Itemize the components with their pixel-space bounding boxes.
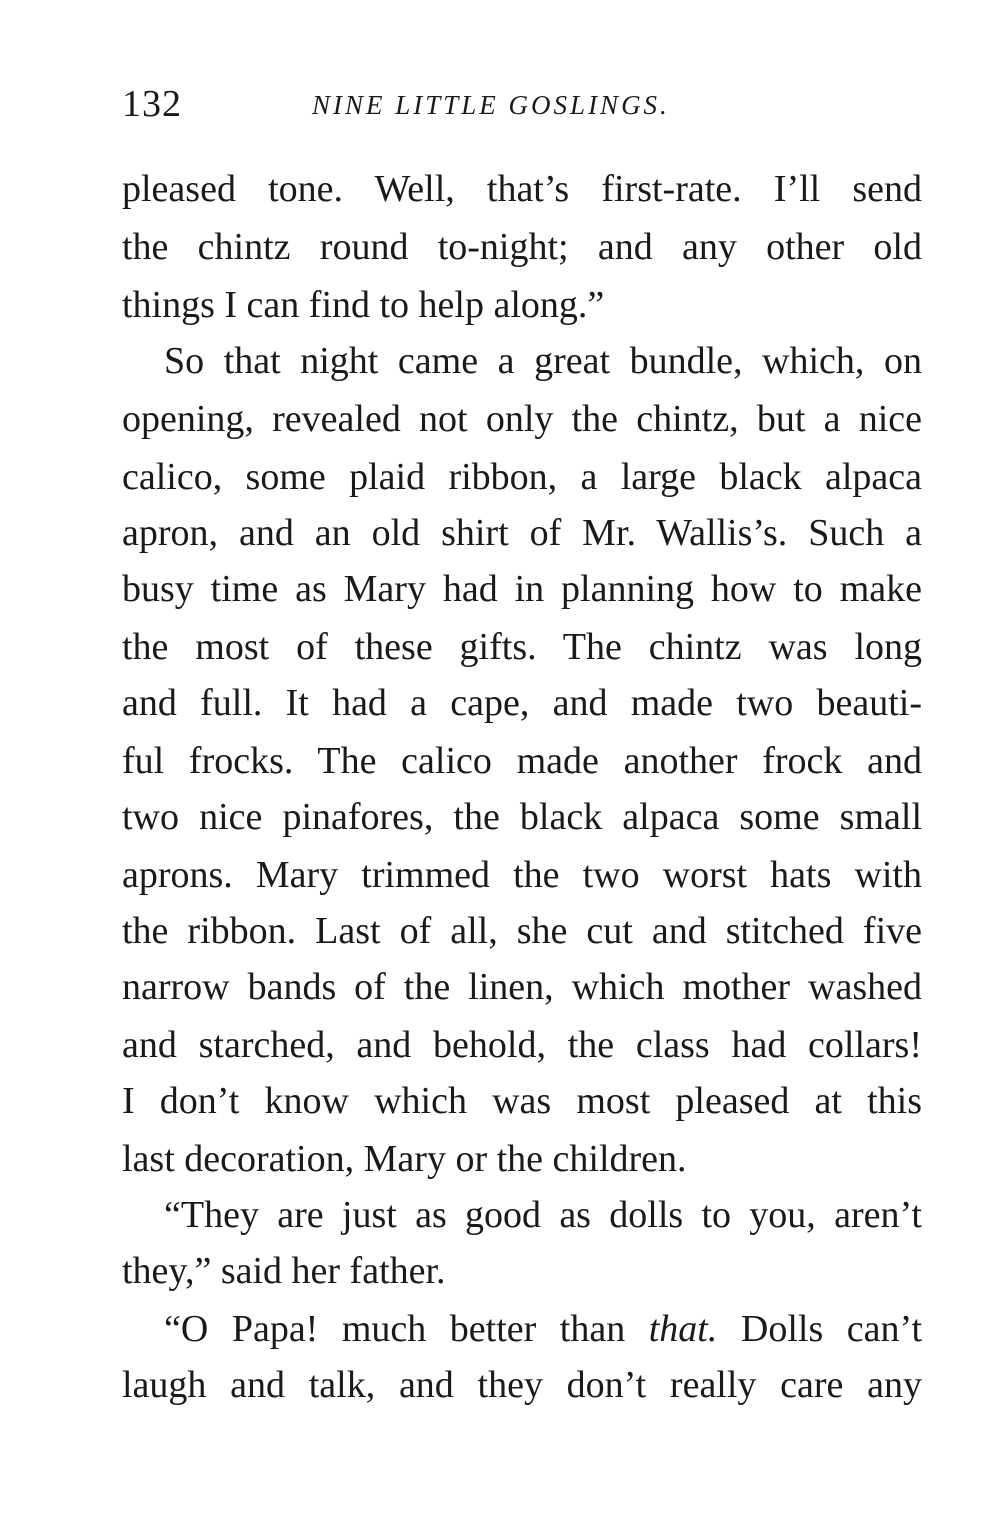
text-line: last decoration, Mary or the children. [122, 1138, 687, 1180]
text-segment: Dolls can’t [740, 1308, 923, 1350]
text-segment: “O Papa! much better than [164, 1308, 626, 1350]
running-title: NINE LITTLE GOSLINGS. [312, 90, 670, 120]
text-line: apron, and an old shirt of Mr. Wallis’s. Such a [122, 512, 922, 554]
text-line: the ribbon. Last of all, she cut and stitched five [122, 910, 922, 952]
text-line: calico, some plaid ribbon, a large black alpaca [122, 456, 922, 498]
text-line: the most of these gifts. The chintz was long [122, 626, 922, 668]
text-line [164, 1300, 922, 1358]
text-line: pleased tone. Well, that’s first-rate. I’ll send [122, 168, 922, 210]
running-header [122, 82, 922, 132]
italic-word: that. [648, 1308, 718, 1350]
text-line: So that night came a great bundle, which, on [164, 340, 922, 382]
text-line: the chintz round to-night; and any other old [122, 226, 922, 268]
text-line: “They are just as good as dolls to you, aren’t [164, 1194, 922, 1236]
text-line: things I can find to help along.” [122, 284, 605, 326]
text-line: laugh and talk, and they don’t really care any [122, 1364, 922, 1406]
text-line: ful frocks. The calico made another frock and [122, 740, 922, 782]
text-line: opening, revealed not only the chintz, but a nice [122, 398, 922, 440]
text-line: they,” said her father. [122, 1250, 446, 1292]
text-line: and full. It had a cape, and made two beauti- [122, 682, 922, 724]
text-line: busy time as Mary had in planning how to make [122, 568, 922, 610]
page-number: 132 [122, 83, 182, 125]
text-line: and starched, and behold, the class had collars! [122, 1024, 922, 1066]
text-line: aprons. Mary trimmed the two worst hats with [122, 854, 922, 896]
text-line: I don’t know which was most pleased at this [122, 1080, 922, 1122]
text-line: two nice pinafores, the black alpaca some small [122, 796, 922, 838]
text-line: narrow bands of the linen, which mother washed [122, 966, 922, 1008]
